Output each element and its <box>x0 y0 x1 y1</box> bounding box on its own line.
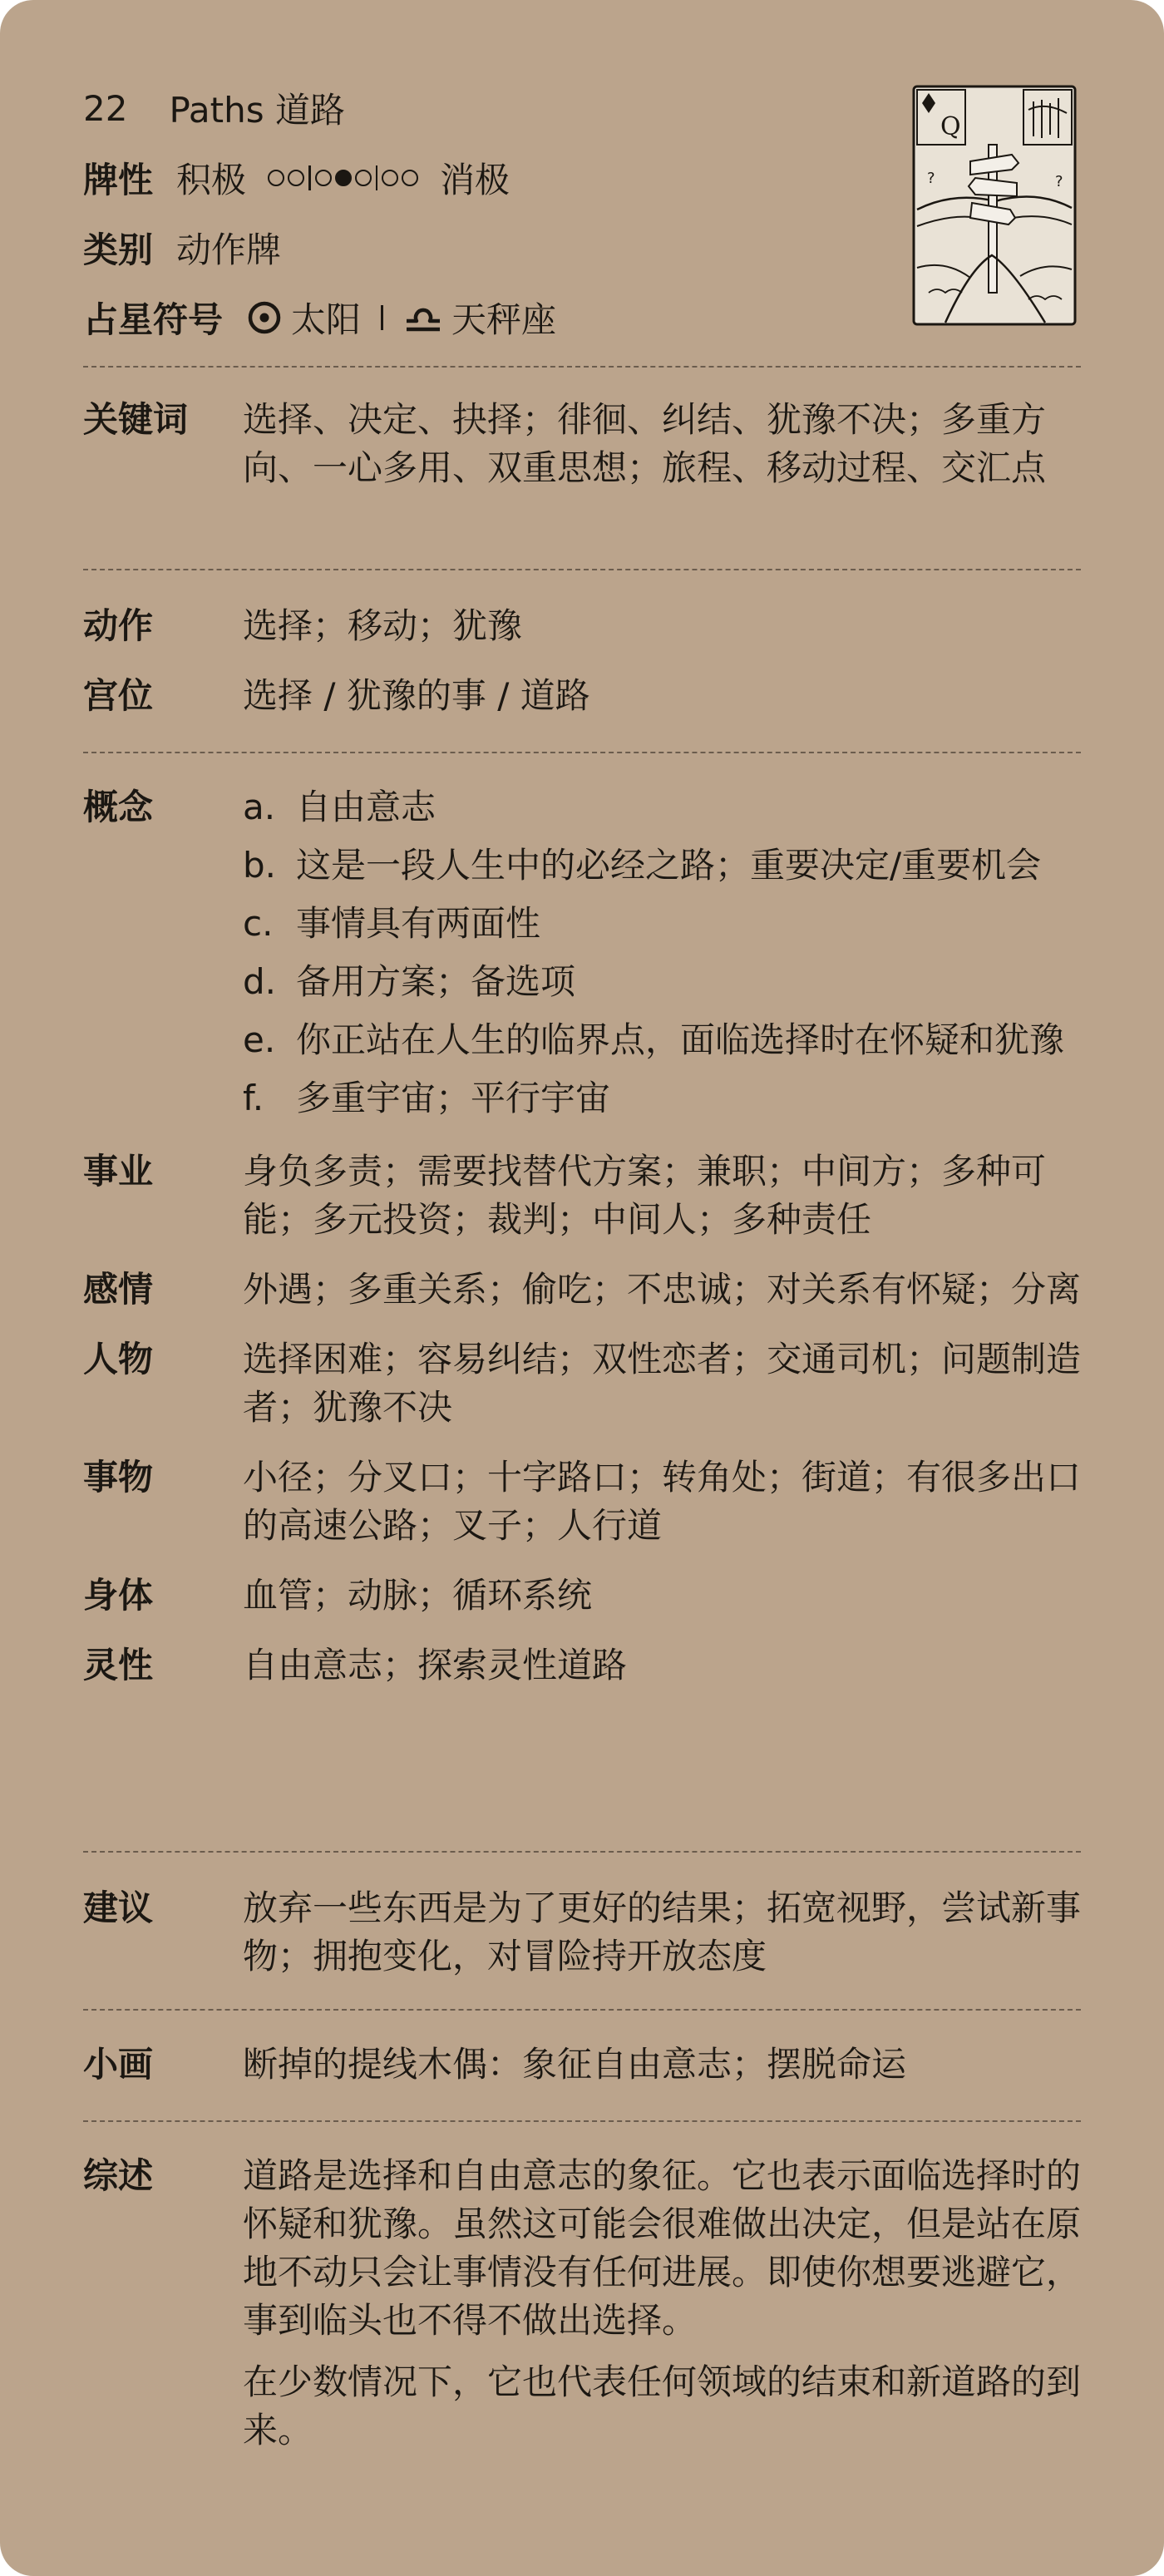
scale-dot-4-selected <box>335 170 352 186</box>
scale-dot-7 <box>402 170 418 186</box>
divider-4 <box>83 1851 1081 1853</box>
polarity-negative: 消极 <box>440 160 510 200</box>
divider-2 <box>83 569 1081 570</box>
divider-3 <box>83 752 1081 753</box>
things-row <box>83 1453 1081 1550</box>
summary-paragraph-2: 在少数情况下，它也代表任何领域的结束和新道路的到来。 <box>243 2361 1082 2450</box>
person-label: 人物 <box>83 1339 154 1379</box>
scale-dot-3 <box>315 170 332 186</box>
concept-marker: d. <box>243 961 277 1002</box>
house-value: 选择 / 犹豫的事 / 道路 <box>243 675 590 716</box>
person-value: 选择困难；容易纠结；双性恋者；交通司机；问题制造者；犹豫不决 <box>243 1339 1082 1428</box>
scale-divider-left <box>308 165 311 190</box>
svg-text:Q: Q <box>940 112 961 141</box>
concept-text: 这是一段人生中的必经之路；重要决定/重要机会 <box>296 845 1042 886</box>
vignette-value: 断掉的提线木偶：象征自由意志；摆脱命运 <box>243 2044 907 2085</box>
concept-marker: e. <box>243 1019 276 1060</box>
career-row <box>83 1147 1081 1244</box>
concept-item <box>243 841 1081 890</box>
svg-text:?: ? <box>927 170 935 187</box>
vignette-row <box>83 2041 1081 2089</box>
polarity-positive: 积极 <box>176 160 247 200</box>
category-label: 类别 <box>83 229 154 270</box>
astro-label: 占星符号 <box>83 299 224 340</box>
libra-symbol-icon <box>403 301 443 334</box>
scale-dot-6 <box>382 170 398 186</box>
keywords-label: 关键词 <box>83 399 189 440</box>
concept-text: 多重宇宙；平行宇宙 <box>296 1078 611 1118</box>
divider-1 <box>83 366 1081 368</box>
astro-sun: 太阳 <box>291 299 362 340</box>
sun-symbol-icon <box>246 299 283 336</box>
concept-marker: a. <box>243 787 276 827</box>
advice-value: 放弃一些东西是为了更好的结果；拓宽视野，尝试新事物；拥抱变化，对冒险持开放态度 <box>243 1888 1082 1976</box>
things-value: 小径；分叉口；十字路口；转角处；街道；有很多出口的高速公路；叉子；人行道 <box>243 1457 1082 1546</box>
scale-dot-2 <box>288 170 304 186</box>
advice-label: 建议 <box>83 1888 154 1928</box>
astro-separator <box>381 305 383 330</box>
things-label: 事物 <box>83 1457 154 1498</box>
concept-text: 你正站在人生的临界点，面临选择时在怀疑和犹豫 <box>296 1019 1065 1060</box>
concept-marker: b. <box>243 845 277 886</box>
scale-dot-1 <box>268 170 284 186</box>
summary-row <box>83 2152 1081 2468</box>
action-house-section <box>83 602 1081 742</box>
keywords-section <box>83 396 1081 514</box>
action-label: 动作 <box>83 605 154 646</box>
summary-body <box>243 2152 1081 2468</box>
body-label: 身体 <box>83 1575 154 1616</box>
concept-text: 自由意志 <box>296 787 436 827</box>
keywords-row <box>83 396 1081 492</box>
keywords-value: 选择、决定、抉择；徘徊、纠结、犹豫不决；多重方向、一心多用、双重思想；旅程、移动过程、交汇点 <box>243 399 1047 488</box>
polarity-label: 牌性 <box>83 160 154 200</box>
love-row <box>83 1266 1081 1314</box>
meanings-section <box>83 783 1081 1711</box>
category-value: 动作牌 <box>176 229 282 270</box>
spirit-value: 自由意志；探索灵性道路 <box>243 1645 628 1685</box>
divider-5 <box>83 2009 1081 2011</box>
concept-marker: c. <box>243 903 274 944</box>
concept-label: 概念 <box>83 787 154 827</box>
action-row <box>83 602 1081 650</box>
career-value: 身负多责；需要找替代方案；兼职；中间方；多种可能；多元投资；裁判；中间人；多种责任 <box>243 1151 1047 1240</box>
body-value: 血管；动脉；循环系统 <box>243 1575 593 1616</box>
paths-card-illustration-icon <box>912 85 1077 326</box>
summary-section <box>83 2152 1081 2490</box>
person-row <box>83 1335 1081 1432</box>
house-row <box>83 672 1081 720</box>
concept-marker: f. <box>243 1078 264 1118</box>
summary-label: 综述 <box>83 2155 154 2196</box>
polarity-scale <box>266 165 420 190</box>
concept-text: 备用方案；备选项 <box>296 961 576 1002</box>
vignette-section <box>83 2041 1081 2110</box>
summary-paragraph-1: 道路是选择和自由意志的象征。它也表示面临选择时的怀疑和犹豫。虽然这可能会很难做出决定，但是站在原地不动只会让事情没有任何进展。即使你想要逃避它，事到临头也不得不做出选择。 <box>243 2155 1082 2341</box>
advice-row <box>83 1884 1081 1981</box>
card-number: 22 <box>83 87 128 129</box>
concept-item <box>243 783 1081 832</box>
body-row <box>83 1572 1081 1620</box>
career-label: 事业 <box>83 1151 154 1192</box>
astro-libra: 天秤座 <box>451 299 557 340</box>
concept-item <box>243 1016 1081 1064</box>
card-title: Paths 道路 <box>169 90 345 131</box>
advice-section <box>83 1884 1081 2002</box>
scale-divider-right <box>376 165 378 190</box>
concept-row <box>83 783 1081 1133</box>
concept-item <box>243 1074 1081 1123</box>
concept-item <box>243 958 1081 1006</box>
svg-text:?: ? <box>1055 173 1063 190</box>
action-value: 选择；移动；犹豫 <box>243 605 523 646</box>
house-label: 宫位 <box>83 675 154 716</box>
concept-text: 事情具有两面性 <box>296 903 541 944</box>
spirit-label: 灵性 <box>83 1645 154 1685</box>
divider-6 <box>83 2120 1081 2122</box>
scale-dot-5 <box>355 170 372 186</box>
concept-list <box>243 783 1081 1133</box>
concept-item <box>243 900 1081 948</box>
vignette-label: 小画 <box>83 2044 154 2085</box>
love-value: 外遇；多重关系；偷吃；不忠诚；对关系有怀疑；分离 <box>243 1269 1082 1310</box>
spirit-row <box>83 1641 1081 1690</box>
love-label: 感情 <box>83 1269 154 1310</box>
